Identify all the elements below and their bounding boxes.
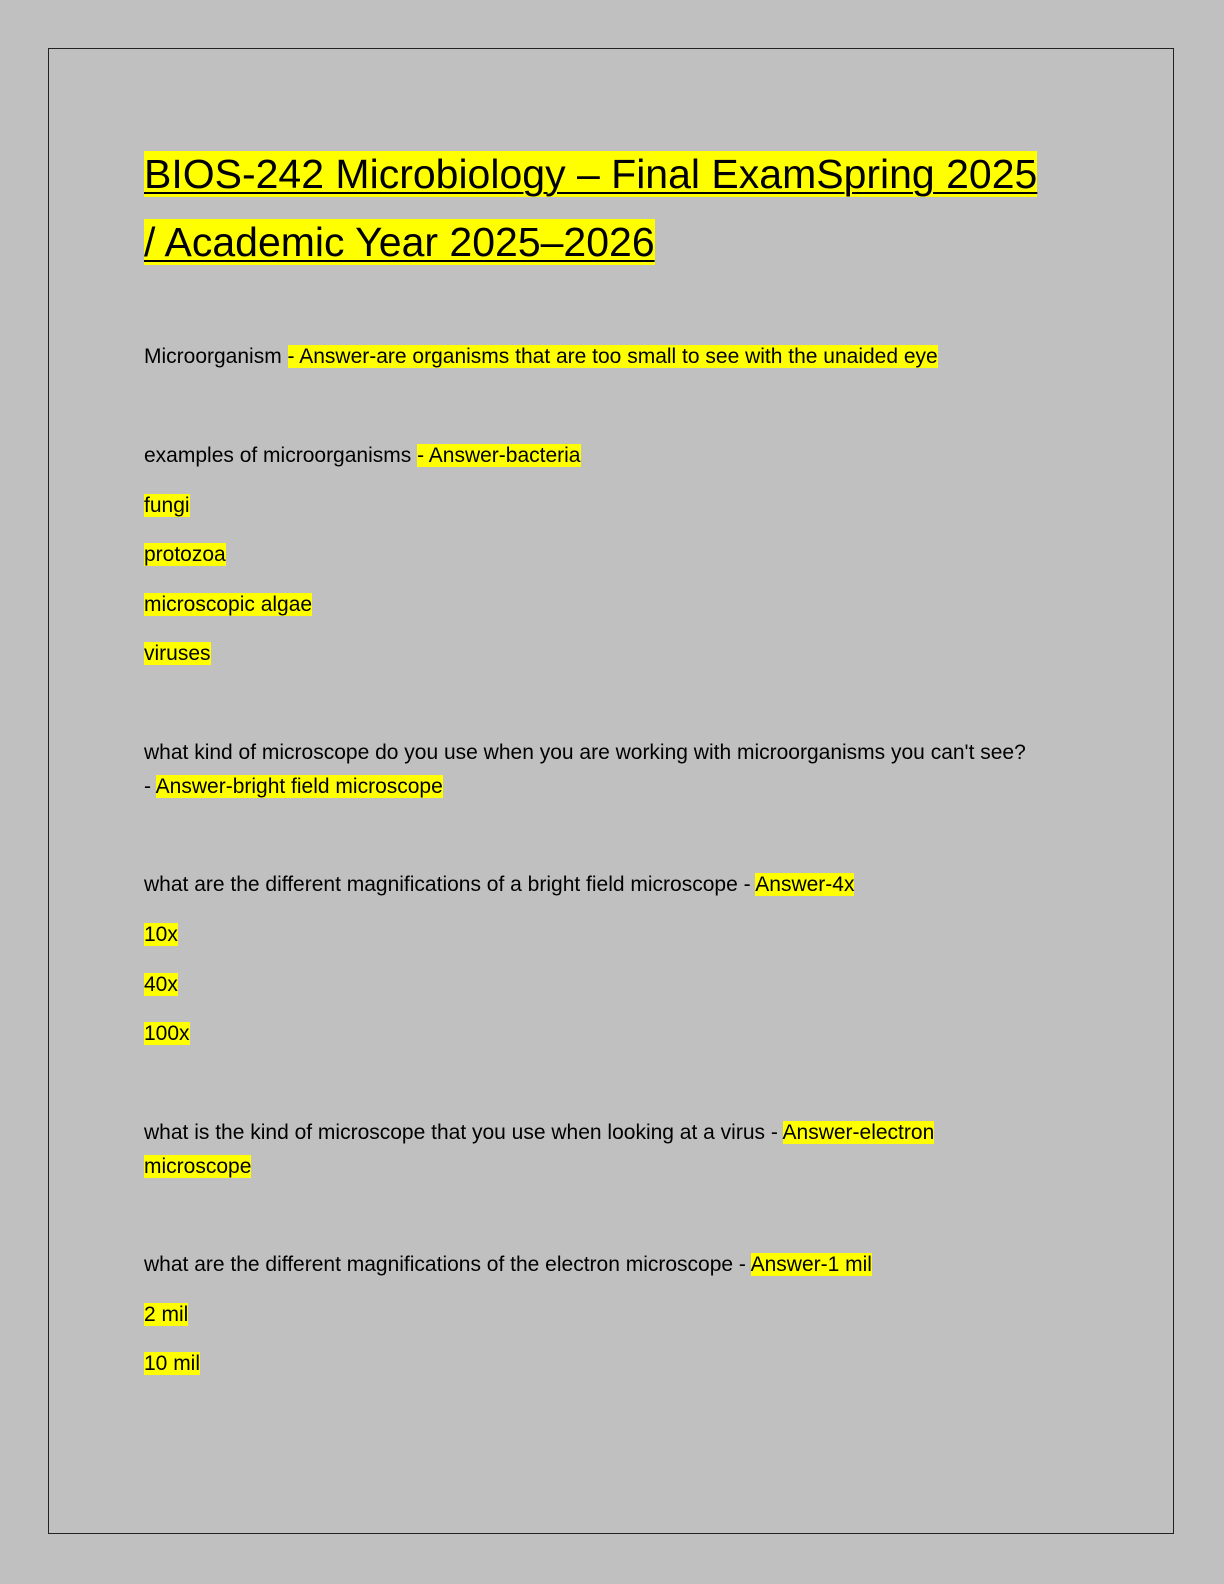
question-text: what is the kind of microscope that you use when looking at a virus - — [144, 1121, 783, 1144]
answer-text: microscope — [144, 1155, 252, 1178]
question-text: - — [144, 775, 156, 798]
qa-entry-examples — [144, 439, 581, 473]
question-text: what are the different magnifications of a bright field microscope - — [144, 873, 756, 896]
question-text: Microorganism — [144, 345, 288, 368]
answer-item: 100x — [144, 1022, 190, 1045]
qa-entry-microscope-kind — [144, 736, 1026, 770]
question-text: examples of microorganisms — [144, 444, 418, 467]
answer-item: 2 mil — [144, 1303, 189, 1326]
answer-text: - Answer-bacteria — [417, 444, 581, 467]
answer-item: 10x — [144, 923, 178, 946]
document-title — [144, 140, 1084, 276]
qa-entry-microscope-kind-cont — [144, 770, 443, 804]
answer-item: 40x — [144, 973, 178, 996]
answer-text: Answer-4x — [755, 873, 855, 896]
answer-item: viruses — [144, 642, 211, 665]
answer-item: 10 mil — [144, 1352, 201, 1375]
answer-text: Answer-electron — [782, 1121, 935, 1144]
qa-entry-virus-microscope-cont — [144, 1150, 251, 1184]
title-line-2: / Academic Year 2025–2026 — [144, 219, 655, 265]
answer-item: protozoa — [144, 543, 226, 566]
qa-entry-microorganism — [144, 340, 938, 374]
answer-item: microscopic algae — [144, 593, 313, 616]
qa-entry-electron-magnifications — [144, 1248, 872, 1282]
qa-entry-bright-field-magnifications — [144, 868, 854, 902]
answer-text: Answer-bright field microscope — [155, 775, 443, 798]
answer-text: Answer-1 mil — [750, 1253, 872, 1276]
qa-entry-virus-microscope — [144, 1116, 934, 1150]
title-line-1: BIOS-242 Microbiology – Final ExamSpring 2025 — [144, 151, 1038, 197]
question-text: what are the different magnifications of the electron microscope - — [144, 1253, 751, 1276]
question-text: what kind of microscope do you use when you are working with microorganisms you can't see? — [144, 741, 1026, 764]
answer-item: fungi — [144, 494, 190, 517]
answer-text: - Answer-are organisms that are too small to see with the unaided eye — [287, 345, 938, 368]
